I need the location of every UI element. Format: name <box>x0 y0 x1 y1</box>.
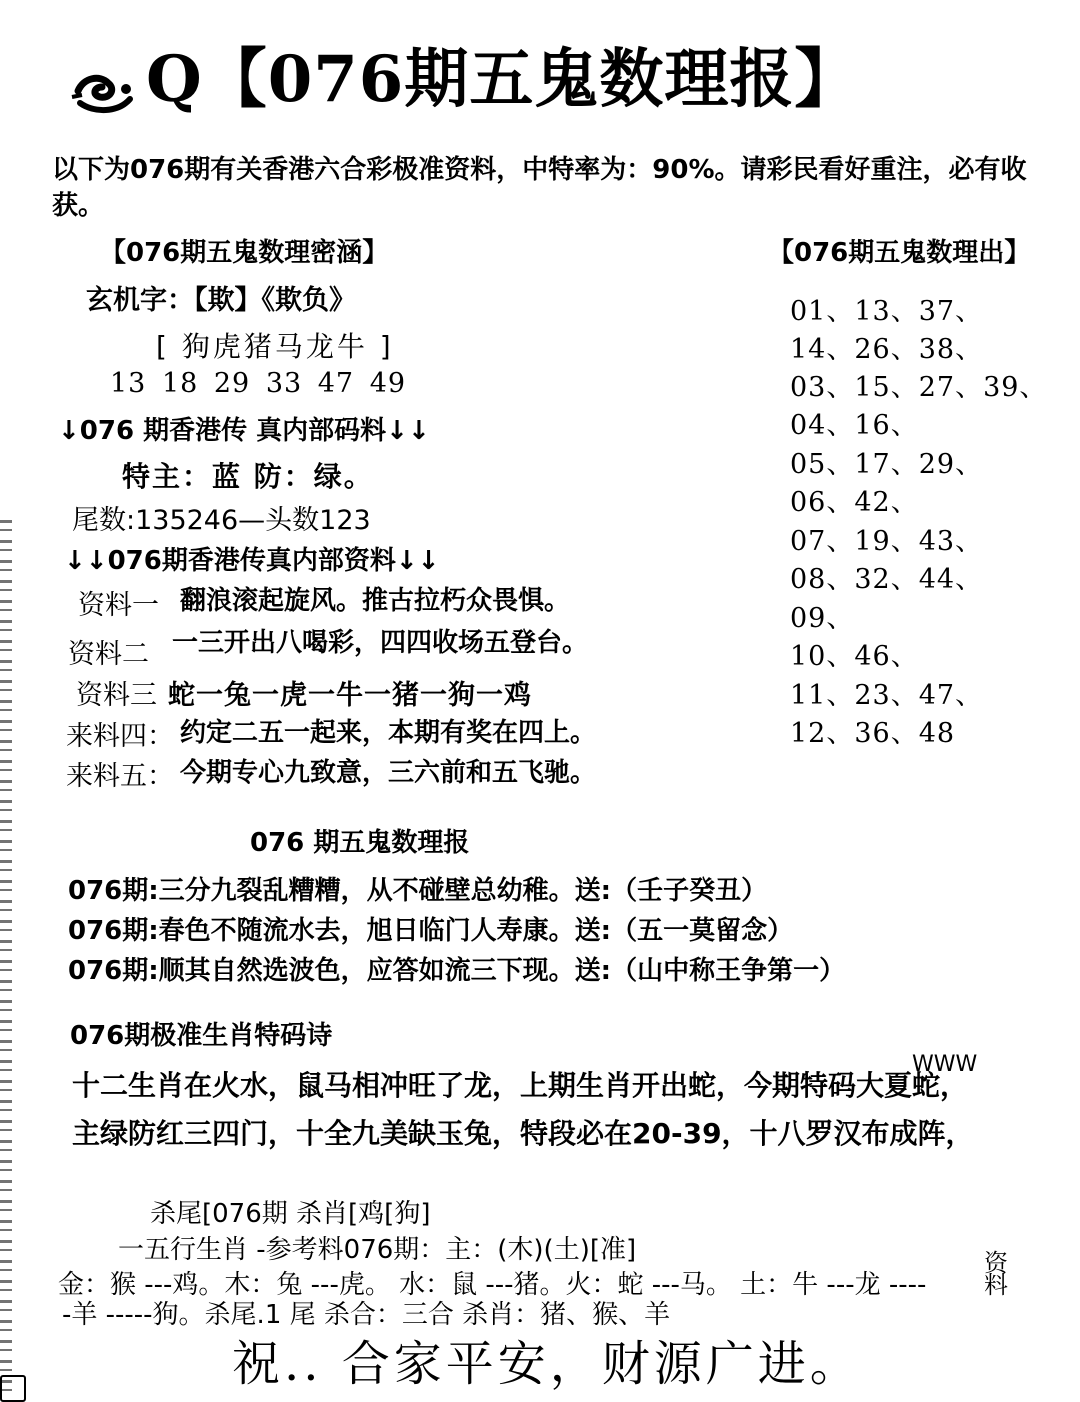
color-hint: 特主：蓝 防：绿。 <box>122 460 374 493</box>
number-row: 05、17、29、 <box>790 449 984 480</box>
report-line: 076期:春色不随流水去，旭日临门人寿康。送:（五一莫留念） <box>68 916 794 946</box>
left-heading: 【076期五鬼数理密涵】 <box>100 238 389 268</box>
report-heading: 076 期五鬼数理报 <box>250 828 470 858</box>
data-three-text: 蛇一兔一虎一牛一猪一狗一鸡 <box>168 680 532 711</box>
blessing-text: 祝.. 合家平安，财源广进。 <box>232 1336 862 1392</box>
number-row: 14、26、38、 <box>790 334 984 365</box>
report-line: 076期:三分九裂乱糟糟，从不碰壁总幼稚。送:（壬子癸丑） <box>68 876 768 906</box>
number-row: 11、23、47、 <box>790 680 984 711</box>
number-row: 09、 <box>790 603 855 634</box>
data-two-text: 一三开出八喝彩，四四收场五登台。 <box>172 628 589 658</box>
number-row: 06、42、 <box>790 487 919 518</box>
data-four-label: 来料四： <box>66 721 174 752</box>
number-row: 08、32、44、 <box>790 564 984 595</box>
page-title <box>70 28 859 120</box>
dragon-logo-icon <box>70 60 140 110</box>
five-elements-line: 一五行生肖 -参考料076期：主：(木)(土)[准] <box>118 1235 637 1265</box>
data-one-text: 翻浪滚起旋风。推古拉朽众畏惧。 <box>180 586 571 616</box>
elements-mapping: 金：猴 ---鸡。木：兔 ---虎。 水：鼠 ---猪。火：蛇 ---马。 土：牛 ---龙 ---- <box>58 1270 927 1300</box>
zodiac-list: [ 狗虎猪马龙牛 ] <box>156 330 394 363</box>
internal-code-title: ↓076 期香港传 真内部码料↓↓ <box>58 416 430 446</box>
data-five-text: 今期专心九致意，三六前和五飞驰。 <box>180 758 597 788</box>
title-prefix: Q <box>146 42 203 117</box>
number-row: 12、36、48 <box>790 718 956 749</box>
number-row: 01、13、37、 <box>790 296 984 327</box>
data-three-label: 资料三 <box>76 680 157 711</box>
data-five-label: 来料五： <box>66 761 174 792</box>
corner-stamp: 资料 <box>984 1249 1008 1299</box>
number-row: 03、15、27、39、 <box>790 372 1048 403</box>
report-line: 076期:顺其自然选波色，应答如流三下现。送:（山中称王争第一） <box>68 956 846 986</box>
tail-head-numbers: 尾数:135246—头数123 <box>72 505 371 536</box>
intro-paragraph: 以下为076期有关香港六合彩极准资料，中特率为：90%。请彩民看好重注，必有收获。 <box>52 155 1027 221</box>
title-text: 【076期五鬼数理报】 <box>202 42 860 117</box>
number-row: 04、16、 <box>790 410 919 441</box>
data-four-text: 约定二五一起来，本期有奖在四上。 <box>180 718 597 748</box>
right-heading: 【076期五鬼数理出】 <box>768 238 1031 268</box>
poem-heading: 076期极准生肖特码诗 <box>70 1021 333 1051</box>
poem-line-two: 主绿防红三四门，十全九美缺玉兔，特段必在20-39，十八罗汉布成阵， <box>72 1117 974 1150</box>
number-row: 10、46、 <box>790 641 919 672</box>
kill-tail-line: 杀尾[076期 杀肖[鸡[狗] <box>150 1199 431 1229</box>
data-one-label: 资料一 <box>78 590 159 621</box>
kill-detail: -羊 -----狗。杀尾.1 尾 杀合：三合 杀肖：猪、猴、羊 <box>62 1300 671 1330</box>
data-two-label: 资料二 <box>68 639 149 670</box>
side-watermark: WWW <box>912 1052 978 1077</box>
xuanji-text: 玄机字：【欺】《欺负》 <box>86 285 356 316</box>
poem-line-one: 十二生肖在火水，鼠马相冲旺了龙，上期生肖开出蛇，今期特码大夏蛇， <box>72 1069 969 1102</box>
internal-data-title: ↓↓076期香港传真内部资料↓↓ <box>64 546 440 576</box>
scan-edge-marks <box>0 520 12 1398</box>
number-row: 07、19、43、 <box>790 526 984 557</box>
special-numbers: 13 18 29 33 47 49 <box>110 368 407 399</box>
